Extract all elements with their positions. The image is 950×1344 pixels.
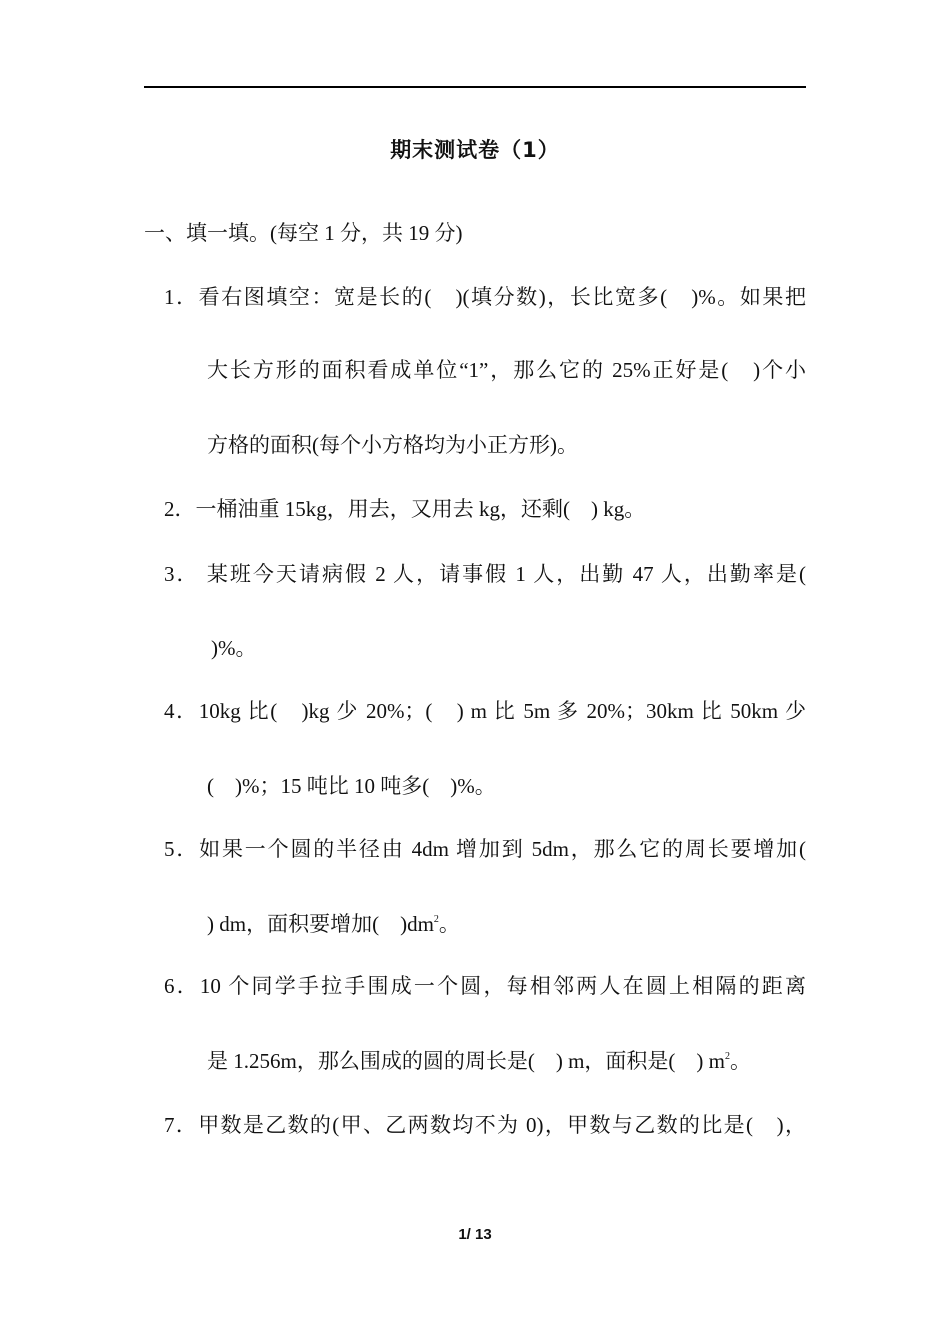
superscript-2: 2 bbox=[433, 914, 439, 925]
question-1-line-3: 方格的面积(每个小方格均为小正方形)。 bbox=[207, 433, 578, 457]
question-6-line-2-text: 是 1.256m，那么围成的圆的周长是( ) m，面积是( ) m bbox=[207, 1049, 725, 1073]
superscript-2: 2 bbox=[724, 1051, 730, 1062]
section-heading: 一、填一填。(每空 1 分，共 19 分) bbox=[144, 221, 463, 245]
question-7-line-1: 7．甲数是乙数的(甲、乙两数均不为 0)，甲数与乙数的比是( )， bbox=[164, 1113, 806, 1137]
question-3-line-1: 3． 某班今天请病假 2 人，请事假 1 人，出勤 47 人，出勤率是( bbox=[164, 562, 806, 586]
question-6-line-2-end: 。 bbox=[729, 1049, 751, 1073]
question-5-line-2 bbox=[207, 910, 806, 938]
question-1-line-1: 1．看右图填空：宽是长的( )(填分数)，长比宽多( )%。如果把 bbox=[164, 285, 806, 309]
question-3-line-2: )%。 bbox=[211, 636, 257, 660]
question-2-line-1: 2．一桶油重 15kg，用去，又用去 kg，还剩( ) kg。 bbox=[164, 497, 646, 521]
question-5-line-2-text: ) dm，面积要增加( )dm bbox=[207, 912, 434, 936]
question-4-line-2: ( )%；15 吨比 10 吨多( )%。 bbox=[207, 774, 496, 798]
question-1-line-2: 大长方形的面积看成单位“1”，那么它的 25%正好是( )个小 bbox=[207, 358, 806, 382]
question-5-line-1: 5．如果一个圆的半径由 4dm 增加到 5dm，那么它的周长要增加( bbox=[164, 837, 806, 861]
question-6-line-1: 6．10 个同学手拉手围成一个圆，每相邻两人在圆上相隔的距离 bbox=[164, 974, 806, 998]
question-6-line-2 bbox=[207, 1047, 806, 1075]
page-title: 期末测试卷（1） bbox=[390, 138, 560, 162]
question-4-line-1: 4．10kg 比( )kg 少 20%；( ) m 比 5m 多 20%；30km 比 50km 少 bbox=[164, 699, 806, 723]
page-number: 1/ 13 bbox=[458, 1226, 492, 1243]
header-rule bbox=[144, 86, 806, 88]
question-5-line-2-end: 。 bbox=[438, 912, 460, 936]
